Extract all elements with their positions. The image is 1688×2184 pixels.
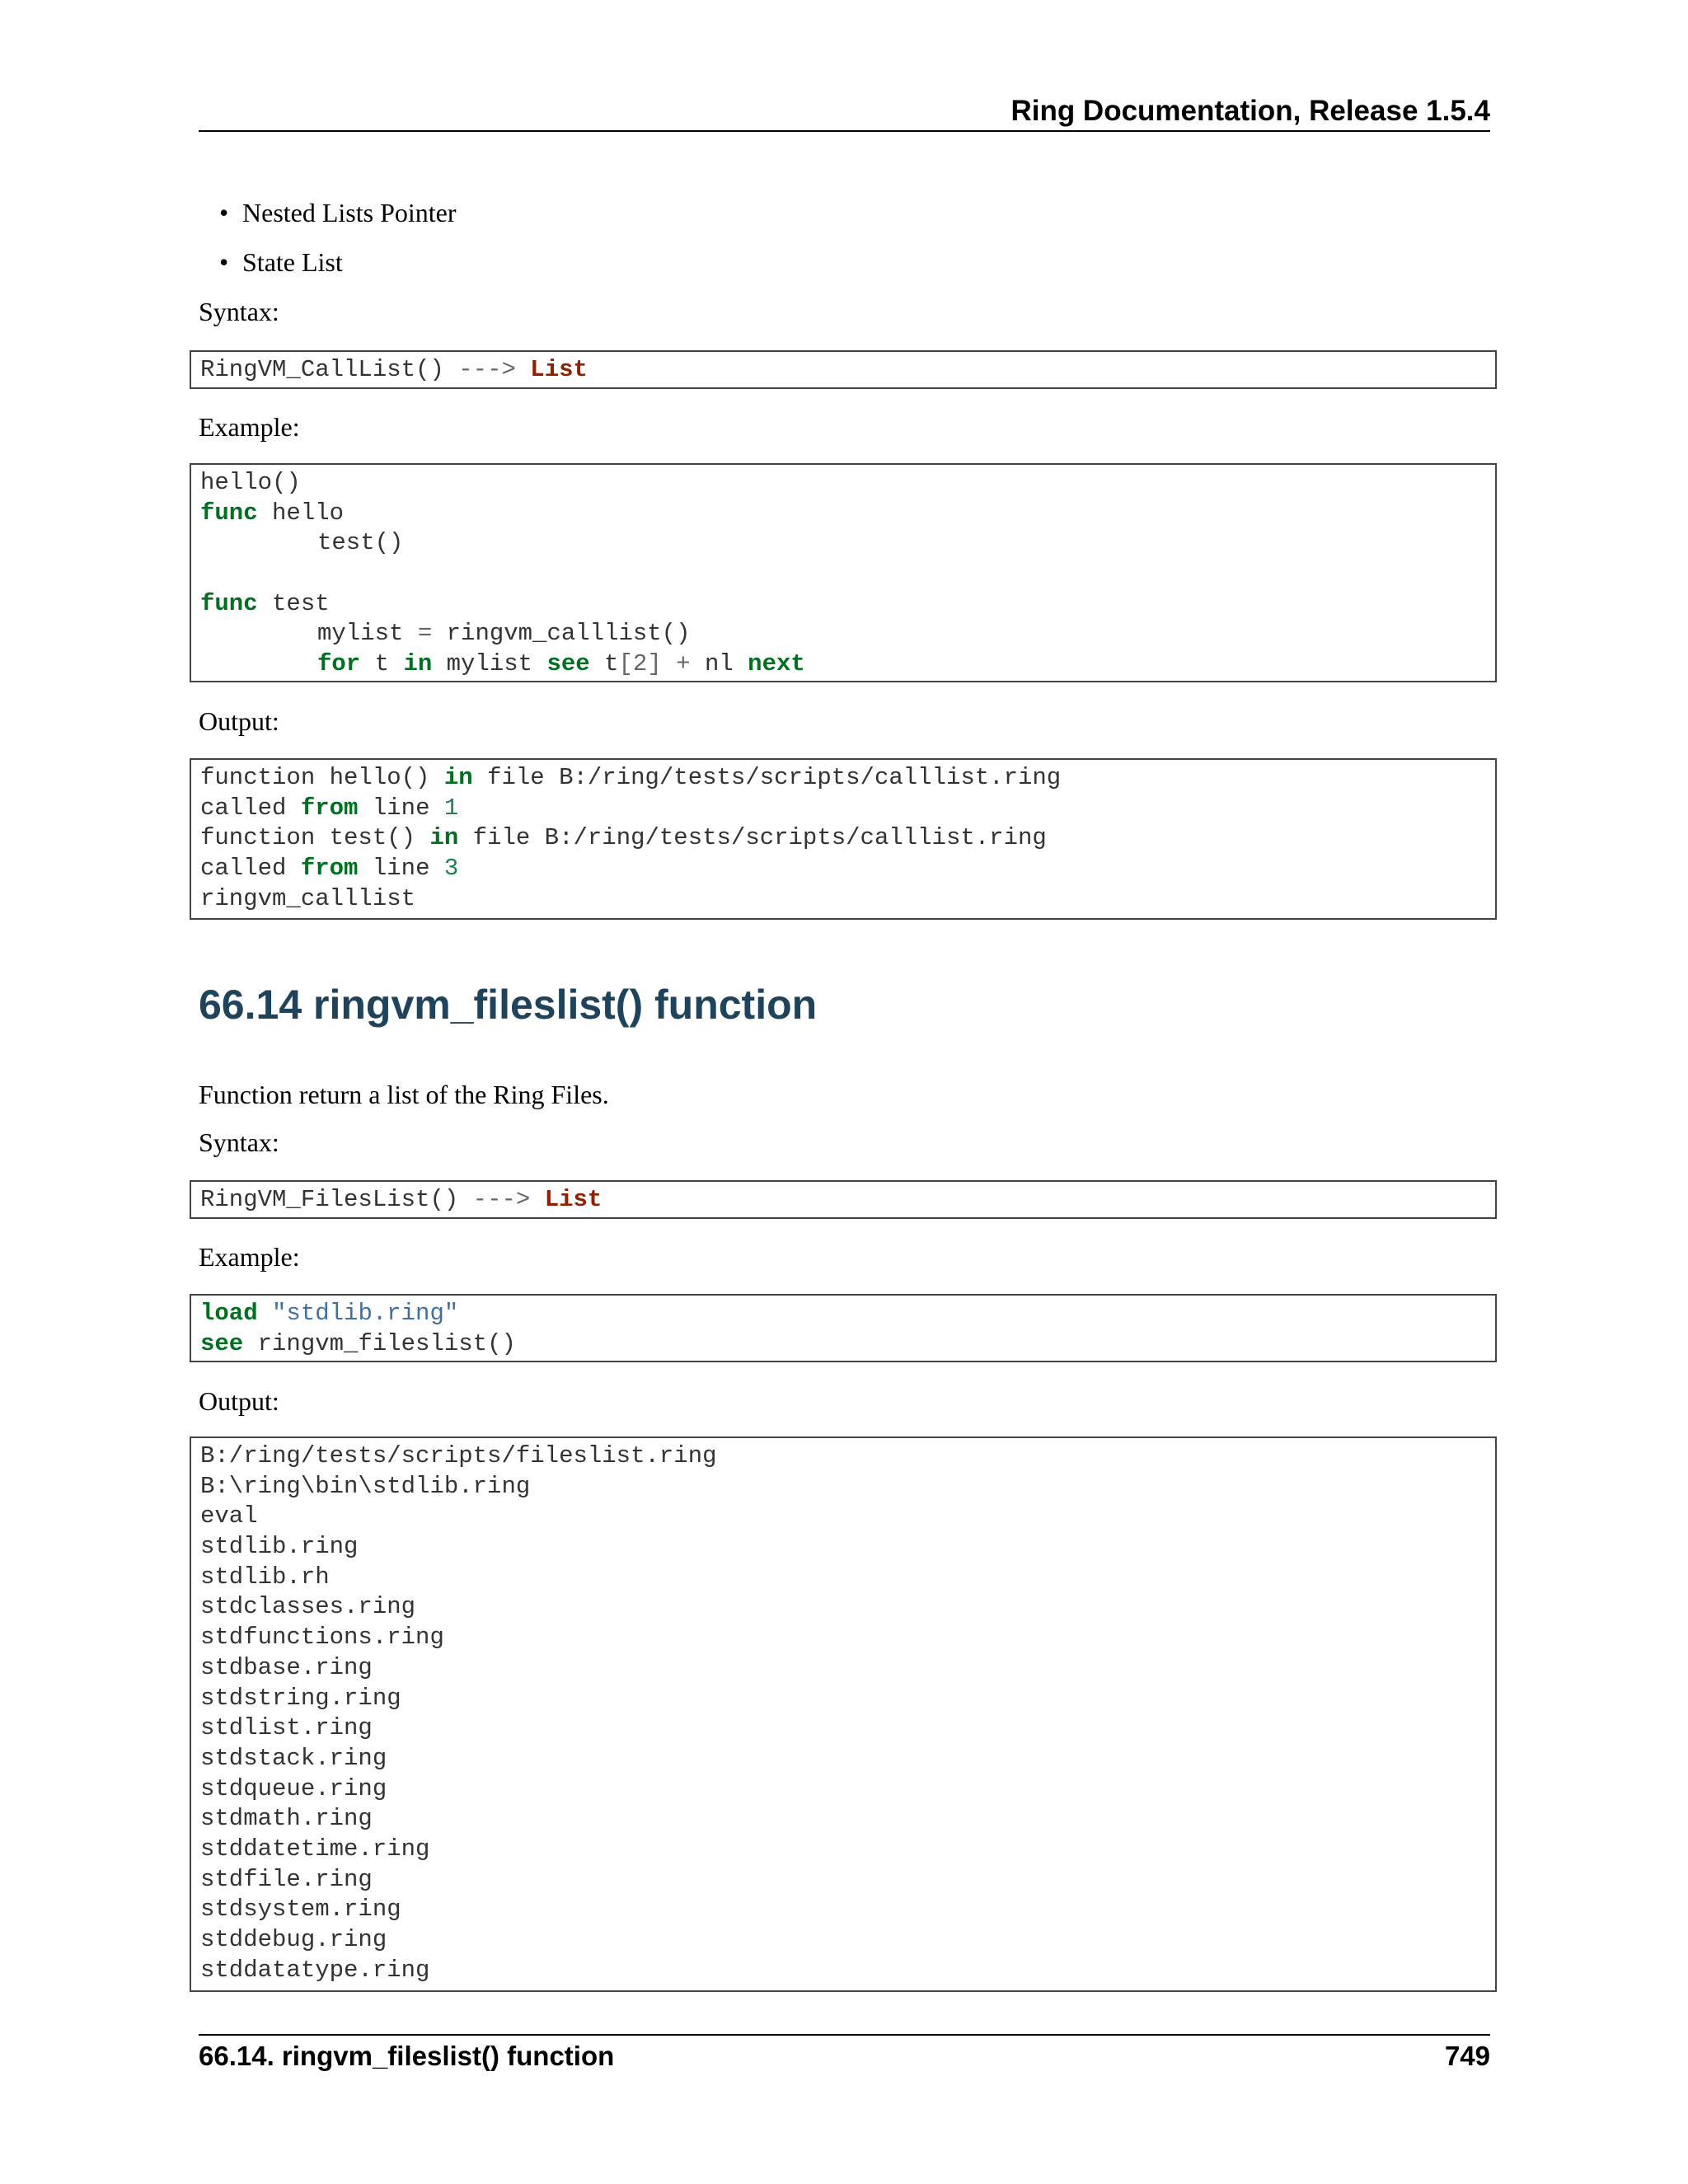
example-label: Example: bbox=[199, 1242, 300, 1272]
output-label: Output: bbox=[199, 706, 279, 736]
code-line: test() bbox=[317, 529, 404, 557]
code-token: hello bbox=[257, 499, 345, 527]
code-line bbox=[200, 589, 1495, 620]
code-token: line bbox=[358, 855, 444, 883]
code-token: RingVM_FilesList() bbox=[200, 1186, 459, 1213]
code-line: stdclasses.ring bbox=[200, 1593, 416, 1621]
code-line: stddatatype.ring bbox=[200, 1956, 430, 1984]
code-line: hello() bbox=[200, 469, 301, 496]
code-line: eval bbox=[200, 1502, 258, 1530]
code-token: from bbox=[300, 794, 359, 822]
bullet-item: • Nested Lists Pointer bbox=[242, 198, 457, 228]
code-token: "stdlib.ring" bbox=[257, 1300, 459, 1327]
page-number: 749 bbox=[1444, 2041, 1490, 2071]
code-line: stdstring.ring bbox=[200, 1684, 401, 1712]
footer-divider bbox=[199, 2034, 1490, 2036]
code-token: test bbox=[257, 589, 330, 617]
code-line: stddebug.ring bbox=[200, 1926, 387, 1953]
code-line: stdqueue.ring bbox=[200, 1774, 387, 1802]
code-token: t bbox=[360, 650, 404, 678]
section-description: Function return a list of the Ring Files. bbox=[199, 1080, 609, 1109]
code-line bbox=[200, 619, 1495, 649]
code-token: from bbox=[300, 855, 359, 883]
code-line: stdbase.ring bbox=[200, 1653, 373, 1681]
code-line: B:/ring/tests/scripts/fileslist.ring bbox=[200, 1442, 717, 1469]
footer-section: 66.14. ringvm_fileslist() function bbox=[199, 2041, 615, 2071]
code-token: 3 bbox=[443, 855, 459, 883]
example-label: Example: bbox=[199, 412, 300, 442]
code-token: function test() bbox=[200, 824, 430, 852]
bullet-item: • State List bbox=[242, 247, 343, 278]
code-token: called bbox=[200, 855, 301, 883]
code-token: see bbox=[200, 1329, 244, 1357]
code-line: stdstack.ring bbox=[200, 1744, 387, 1772]
code-line: stdfile.ring bbox=[200, 1865, 373, 1893]
code-line: stdmath.ring bbox=[200, 1805, 373, 1833]
code-token: = bbox=[417, 620, 433, 648]
code-line: stdsystem.ring bbox=[200, 1896, 401, 1924]
code-token: List bbox=[530, 356, 588, 383]
code-token: t bbox=[589, 650, 619, 678]
code-line bbox=[200, 823, 1495, 854]
code-token bbox=[662, 650, 676, 677]
code-token: see bbox=[546, 650, 590, 678]
section-heading: 66.14 ringvm_fileslist() function bbox=[199, 982, 818, 1028]
code-token: next bbox=[748, 650, 805, 678]
code-line: stdlib.ring bbox=[200, 1533, 359, 1561]
code-token: called bbox=[200, 794, 301, 822]
code-token: ringvm_calllist() bbox=[432, 620, 691, 648]
code-token: in bbox=[403, 650, 433, 678]
output-code-block bbox=[190, 1436, 1497, 1992]
code-token: in bbox=[443, 764, 473, 791]
code-token: ---> bbox=[458, 356, 516, 383]
code-token: ---> bbox=[472, 1186, 531, 1213]
code-token: function hello() bbox=[200, 764, 444, 791]
code-token: line bbox=[358, 794, 444, 822]
code-token: func bbox=[200, 499, 258, 527]
output-label: Output: bbox=[199, 1386, 279, 1416]
code-line bbox=[200, 794, 1495, 824]
code-line bbox=[200, 559, 1495, 589]
code-token: List bbox=[544, 1186, 603, 1213]
code-token: mylist bbox=[432, 650, 547, 678]
code-line: stddatetime.ring bbox=[200, 1835, 430, 1863]
code-line: ringvm_calllist bbox=[200, 884, 416, 912]
output-code-block bbox=[190, 758, 1497, 920]
code-line bbox=[200, 854, 1495, 884]
running-header: Ring Documentation, Release 1.5.4 bbox=[199, 92, 1490, 132]
syntax-label: Syntax: bbox=[199, 297, 279, 326]
code-line bbox=[200, 649, 1495, 680]
syntax-code-block bbox=[190, 1180, 1497, 1219]
code-token: mylist bbox=[317, 620, 418, 648]
code-token: 1 bbox=[443, 794, 459, 822]
code-token: load bbox=[200, 1300, 258, 1327]
code-token: RingVM_CallList() bbox=[200, 356, 444, 383]
code-token: ringvm_fileslist() bbox=[243, 1329, 516, 1357]
syntax-label: Syntax: bbox=[199, 1127, 279, 1157]
example-code-block bbox=[190, 463, 1497, 682]
code-line: stdlist.ring bbox=[200, 1714, 373, 1742]
code-token: + bbox=[676, 650, 691, 678]
code-line bbox=[200, 1299, 1495, 1329]
code-token: file B:/ring/tests/scripts/calllist.ring bbox=[472, 764, 1062, 791]
code-token: [2] bbox=[618, 650, 662, 678]
code-token: file B:/ring/tests/scripts/calllist.ring bbox=[458, 824, 1047, 852]
code-line bbox=[200, 1329, 1495, 1360]
code-token: func bbox=[200, 589, 258, 617]
code-token: for bbox=[317, 650, 361, 678]
code-line: stdlib.rh bbox=[200, 1563, 330, 1591]
syntax-code-block bbox=[190, 350, 1497, 389]
code-line bbox=[200, 499, 1495, 529]
example-code-block bbox=[190, 1294, 1497, 1362]
code-token: in bbox=[429, 824, 459, 852]
code-token: nl bbox=[690, 650, 748, 678]
code-line bbox=[200, 763, 1495, 794]
code-line: B:\ring\bin\stdlib.ring bbox=[200, 1472, 531, 1500]
code-line: stdfunctions.ring bbox=[200, 1624, 444, 1652]
